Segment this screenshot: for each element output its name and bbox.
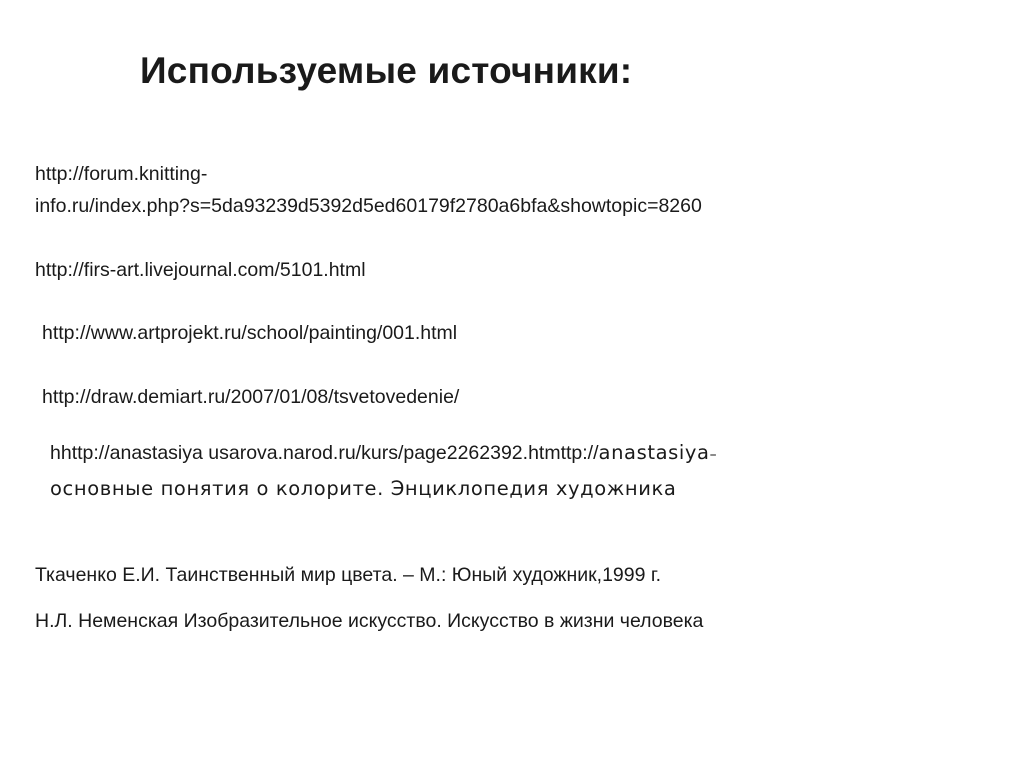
source-anastasiya-url: hhttp://anastasiya usarova.narod.ru/kurs/page2262392.htmttp:// bbox=[50, 442, 599, 464]
source-anastasiya-line1 bbox=[50, 436, 717, 472]
source-demiart: http://draw.demiart.ru/2007/01/08/tsvetovedenie/ bbox=[42, 386, 460, 408]
source-anastasiya-name: anastasiya bbox=[598, 441, 710, 464]
source-anastasiya bbox=[50, 436, 717, 505]
source-artprojekt: http://www.artprojekt.ru/school/painting/001.html bbox=[42, 322, 458, 344]
source-tkachenko-book: Ткаченко Е.И. Таинственный мир цвета. – М.: Юный художник,1999 г. bbox=[35, 564, 662, 586]
slide-title: Используемые источники: bbox=[140, 50, 633, 91]
source-firs-art: http://firs-art.livejournal.com/5101.html bbox=[35, 259, 366, 281]
source-url-line2: info.ru/index.php?s=5da93239d5392d5ed60179f2780a6bfa&showtopic=8260 bbox=[35, 195, 702, 217]
source-knitting-forum bbox=[35, 158, 702, 222]
source-anastasiya-line2: основные понятия о колорите. Энциклопедия художника bbox=[50, 477, 677, 500]
source-url-line1: http://forum.knitting- bbox=[35, 163, 208, 185]
source-nemenskaya-book: Н.Л. Неменская Изобразительное искусство. Искусство в жизни человека bbox=[35, 610, 704, 632]
source-anastasiya-dash: – bbox=[709, 447, 717, 463]
